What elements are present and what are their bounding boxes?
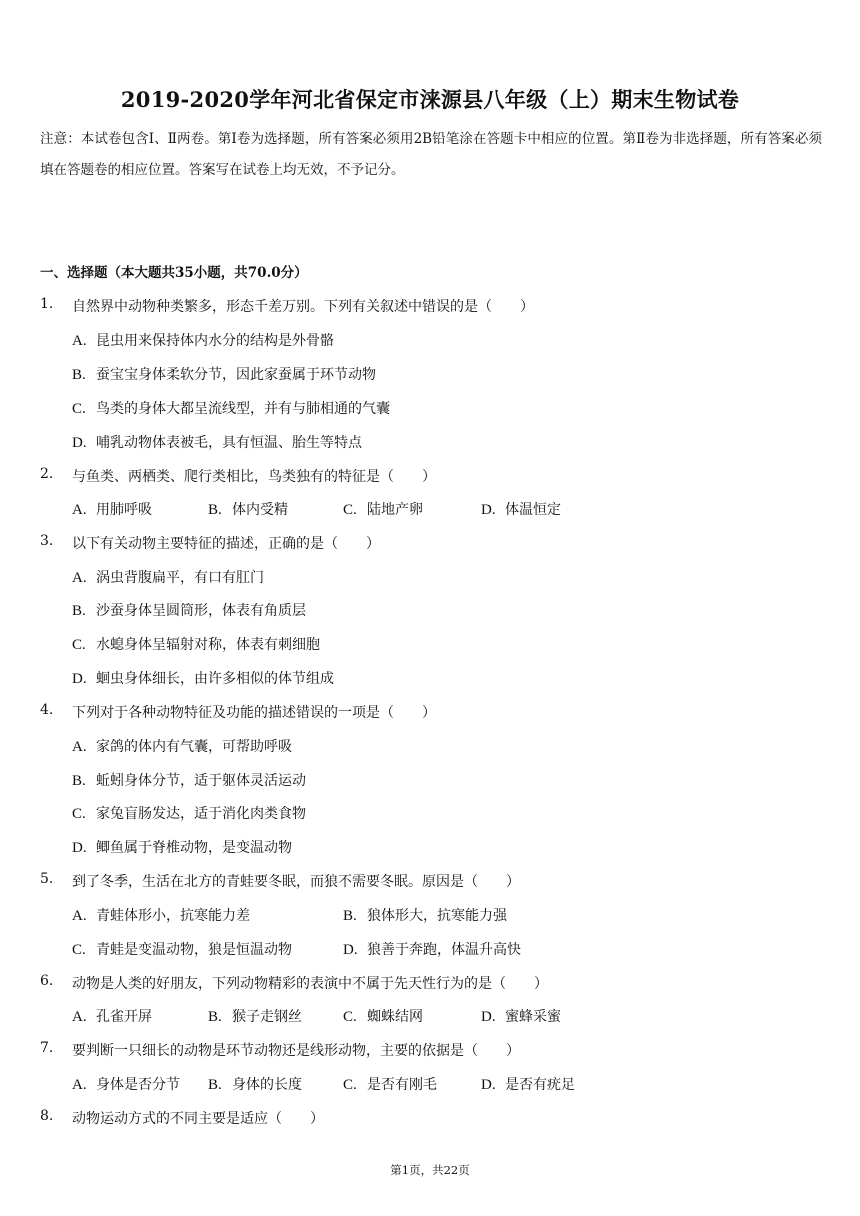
- question-number: 3.: [40, 533, 54, 549]
- option-text: 是否有刚毛: [367, 1077, 437, 1093]
- question-text: 动物运动方式的不同主要是适应（ ）: [72, 1111, 324, 1127]
- option-text: 沙蚕身体呈圆筒形，体表有角质层: [96, 603, 306, 619]
- question-1-option-d: [72, 432, 362, 452]
- option-letter: D.: [72, 671, 87, 687]
- option-text: 体温恒定: [505, 502, 561, 518]
- option-text: 蚕宝宝身体柔软分节，因此家蚕属于环节动物: [96, 367, 376, 383]
- question-7-option-a: [72, 1074, 180, 1094]
- question-2-option-d: [481, 499, 561, 519]
- question-text: 要判断一只细长的动物是环节动物还是线形动物，主要的依据是（ ）: [72, 1043, 520, 1059]
- option-letter: C.: [72, 806, 86, 822]
- option-letter: B.: [72, 773, 86, 789]
- option-letter: B.: [343, 908, 357, 924]
- option-text: 蜘蛛结网: [367, 1009, 423, 1025]
- question-2-option-a: [72, 499, 152, 519]
- option-text: 猴子走钢丝: [232, 1009, 302, 1025]
- question-6-option-a: [72, 1006, 152, 1026]
- question-5-option-d: [343, 939, 521, 959]
- question-7-option-b: [208, 1074, 302, 1094]
- option-letter: A.: [72, 333, 87, 349]
- option-text: 家兔盲肠发达，适于消化肉类食物: [96, 806, 306, 822]
- option-letter: B.: [208, 1077, 222, 1093]
- question-1-option-c: [72, 398, 390, 418]
- option-text: 哺乳动物体表被毛，具有恒温、胎生等特点: [96, 435, 362, 451]
- option-letter: A.: [72, 739, 87, 755]
- option-letter: A.: [72, 1077, 87, 1093]
- question-number: 1.: [40, 296, 54, 312]
- question-4-option-a: [72, 736, 292, 756]
- option-letter: C.: [72, 401, 86, 417]
- question-5-option-a: [72, 905, 250, 925]
- option-letter: C.: [343, 502, 357, 518]
- option-letter: A.: [72, 908, 87, 924]
- question-4-option-c: [72, 803, 306, 823]
- option-letter: B.: [208, 1009, 222, 1025]
- option-text: 鲫鱼属于脊椎动物，是变温动物: [96, 840, 292, 856]
- option-text: 青蛙是变温动物，狼是恒温动物: [96, 942, 292, 958]
- question-text: 动物是人类的好朋友，下列动物精彩的表演中不属于先天性行为的是（ ）: [72, 976, 548, 992]
- option-letter: B.: [72, 603, 86, 619]
- question-number: 7.: [40, 1040, 54, 1056]
- question-number: 6.: [40, 973, 54, 989]
- option-letter: A.: [72, 502, 87, 518]
- option-letter: B.: [208, 502, 222, 518]
- exam-notice: 注意：本试卷包含Ⅰ、Ⅱ两卷。第Ⅰ卷为选择题，所有答案必须用2B铅笔涂在答题卡中相应的位置。第Ⅱ卷为非选择题，所有答案必须填在答题卷的相应位置。答案写在试卷上均无效，不予记分。: [40, 131, 822, 178]
- question-6-option-c: [343, 1006, 423, 1026]
- question-2-option-b: [208, 499, 288, 519]
- option-letter: D.: [343, 942, 358, 958]
- question-text: 以下有关动物主要特征的描述，正确的是（ ）: [72, 536, 380, 552]
- question-3-option-a: [72, 567, 264, 587]
- option-letter: D.: [72, 840, 87, 856]
- option-text: 体内受精: [232, 502, 288, 518]
- option-text: 身体是否分节: [96, 1077, 180, 1093]
- option-letter: A.: [72, 1009, 87, 1025]
- question-number: 8.: [40, 1108, 54, 1124]
- option-text: 家鸽的体内有气囊，可帮助呼吸: [96, 739, 292, 755]
- question-number: 4.: [40, 702, 54, 718]
- option-letter: C.: [72, 637, 86, 653]
- option-text: 狼体形大，抗寒能力强: [367, 908, 507, 924]
- option-letter: D.: [481, 1077, 496, 1093]
- question-1-option-a: [72, 330, 334, 350]
- option-letter: C.: [343, 1077, 357, 1093]
- option-letter: D.: [481, 1009, 496, 1025]
- option-text: 蚯蚓身体分节，适于躯体灵活运动: [96, 773, 306, 789]
- option-text: 狼善于奔跑，体温升高快: [367, 942, 521, 958]
- question-4-option-b: [72, 770, 306, 790]
- question-6-option-b: [208, 1006, 302, 1026]
- option-text: 陆地产卵: [367, 502, 423, 518]
- question-3-option-c: [72, 634, 320, 654]
- question-text: 自然界中动物种类繁多，形态千差万别。下列有关叙述中错误的是（ ）: [72, 299, 534, 315]
- option-text: 涡虫背腹扁平，有口有肛门: [96, 570, 264, 586]
- page-footer: 第1页，共22页: [390, 1163, 470, 1177]
- question-3-option-d: [72, 668, 334, 688]
- option-text: 蜜蜂采蜜: [505, 1009, 561, 1025]
- question-2-option-c: [343, 499, 423, 519]
- question-1-option-b: [72, 364, 376, 384]
- question-number: 2.: [40, 466, 54, 482]
- option-letter: C.: [72, 942, 86, 958]
- option-text: 水螅身体呈辐射对称，体表有刺细胞: [96, 637, 320, 653]
- question-text: 与鱼类、两栖类、爬行类相比，鸟类独有的特征是（ ）: [72, 469, 436, 485]
- question-text: 到了冬季，生活在北方的青蛙要冬眠，而狼不需要冬眠。原因是（ ）: [72, 874, 520, 890]
- option-text: 昆虫用来保持体内水分的结构是外骨骼: [96, 333, 334, 349]
- question-number: 5.: [40, 871, 54, 887]
- page-title: 2019-2020学年河北省保定市涞源县八年级（上）期末生物试卷: [120, 87, 740, 112]
- option-text: 鸟类的身体大都呈流线型，并有与肺相通的气囊: [96, 401, 390, 417]
- question-5-option-b: [343, 905, 507, 925]
- option-letter: C.: [343, 1009, 357, 1025]
- option-letter: B.: [72, 367, 86, 383]
- question-5-option-c: [72, 939, 292, 959]
- question-7-option-d: [481, 1074, 575, 1094]
- option-letter: A.: [72, 570, 87, 586]
- question-4-option-d: [72, 837, 292, 857]
- question-3-option-b: [72, 600, 306, 620]
- option-text: 用肺呼吸: [96, 502, 152, 518]
- question-text: 下列对于各种动物特征及功能的描述错误的一项是（ ）: [72, 705, 436, 721]
- option-letter: D.: [481, 502, 496, 518]
- option-text: 青蛙体形小，抗寒能力差: [96, 908, 250, 924]
- option-text: 蛔虫身体细长，由许多相似的体节组成: [96, 671, 334, 687]
- option-letter: D.: [72, 435, 87, 451]
- question-7-option-c: [343, 1074, 437, 1094]
- question-6-option-d: [481, 1006, 561, 1026]
- option-text: 身体的长度: [232, 1077, 302, 1093]
- option-text: 孔雀开屏: [96, 1009, 152, 1025]
- section-title: 一、选择题（本大题共35小题，共70.0分）: [40, 265, 308, 281]
- option-text: 是否有疣足: [505, 1077, 575, 1093]
